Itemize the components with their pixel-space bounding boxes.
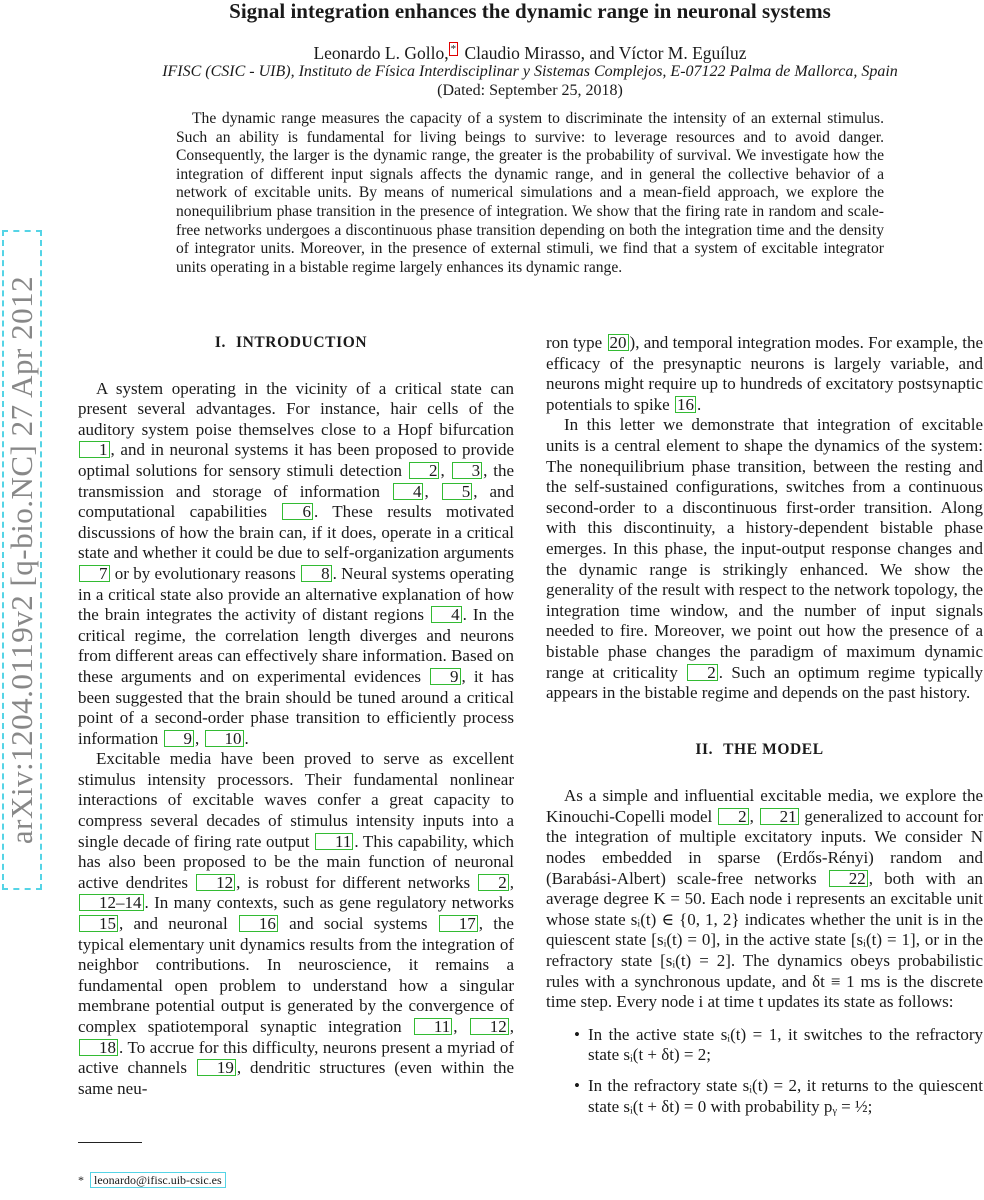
intro-paragraph-2: Excitable media have been proved to serve as excellent stimulus intensity processors. Their fundamental nonlinear interactions of excitable waves confer a great capacity to compress several decades of stimulus intensity inputs into a single decade of firing rate output 11 . This capability, which has also been proposed to be the main function of neuronal active dendrites 12 , is robust for different networks 2 , 12–14 . In many contexts, such as gene regulatory networks 15 , and neuronal 16 and social systems 17 , the typical elementary unit dynamics results from the integration of neighbor contributions. In neuroscience, it remains a fundamental open problem to understand how a singular membrane potential output is generated by the convergence of complex spatiotemporal synaptic integration 11 , 12 , 18 . To accrue for this difficulty, neurons present a myriad of active channels 19 , dendritic structures (even within the same neu- [78,749,515,1098]
update-rules-list [546,1025,983,1117]
abstract: The dynamic range measures the capacity of a system to discriminate the intensity of an external stimulus. Such an ability is fundamental for living beings to survive: to leverage resources and to avoid danger. Consequently, the larger is the dynamic range, the greater is the probability of survival. We investigate how the integration of different input signals affects the dynamic range, and in general the collective behavior of a network of excitable units. By means of numerical simulations and a mean-field approach, we explore the nonequilibrium phase transition in the presence of integration. We show that the firing rate in random and scale-free networks undergoes a discontinuous phase transition depending on both the integration time and the density of integrator units. Moreover, in the presence of external stimuli, we find that a system of excitable integrator units operating in a bistable regime largely enhances its dynamic range. [176,110,884,276]
citation-link[interactable]: 22 [829,870,868,887]
citation-link[interactable]: 3 [452,462,483,479]
citation-link[interactable]: 17 [439,915,478,932]
citation-link[interactable]: 1 [79,441,110,458]
citation-link[interactable]: 6 [282,503,313,520]
citation-link[interactable]: 16 [676,394,694,414]
arxiv-identifier: arXiv:1204.0119v2 [q-bio.NC] 27 Apr 2012 [4,275,39,845]
citation-link[interactable]: 21 [760,808,799,825]
citation-link[interactable]: 16 [239,915,278,932]
citation-link[interactable]: 4 [431,606,462,623]
citation-link[interactable]: 7 [79,565,110,582]
affiliation: IFISC (CSIC - UIB), Instituto de Física Interdisciplinar y Sistemas Complejos, E-07122 Palma de Mallorca, Spain [162,63,898,80]
email-link[interactable]: leonardo@ifisc.uib-csic.es [90,1172,226,1188]
citation-link[interactable]: 2 [478,874,509,891]
citation-link[interactable]: 9 [430,668,461,685]
author-gollo: Leonardo L. Gollo, [313,42,449,63]
citation-link[interactable]: 11 [414,1018,452,1035]
citation-link[interactable]: 19 [197,1059,236,1076]
citation-link[interactable]: 20 [609,333,627,352]
citation-link[interactable]: 2 [687,664,718,681]
citation-link[interactable]: 10 [205,730,244,747]
paper-title: Signal integration enhances the dynamic range in neuronal systems [229,0,831,23]
left-column [78,333,514,1099]
model-paragraph-1: As a simple and influential excitable media, we explore the Kinouchi-Copelli model 2 , 21 generalized to account for the integration of multiple excitatory inputs. We consider N nodes embedded in sparse (Erdős-Rényi) random and (Barabási-Albert) scale-free networks 22 , both with an average degree K = 50. Each node i represents an excitable unit whose state sᵢ(t) ∈ {0, 1, 2} indicates whether the unit is in the quiescent state [sᵢ(t) = 0], in the active state [sᵢ(t) = 1], or in the refractory state [sᵢ(t) = 2]. The dynamics obeys probabilistic rules with a synchronous update, and δt ≡ 1 ms is the discrete time step. Every node i at time t updates its state as follows: [546,786,984,1012]
intro-paragraph-3: ron type 20 ), and temporal integration modes. For example, the efficacy of the presynaptic neurons is largely variable, and neurons might require up to hundreds of excitatory postsynaptic potentials to spike 16 . [546,333,983,414]
citation-link[interactable]: 4 [393,483,424,500]
citation-link[interactable]: 8 [301,565,332,582]
citation-link[interactable]: 12 [196,874,235,891]
list-item: • In the active state sᵢ(t) = 1, it switches to the refractory state sᵢ(t + δt) = 2; [546,1025,983,1066]
list-item: • In the refractory state sᵢ(t) = 2, it returns to the quiescent state sᵢ(t + δt) = 0 with probability pᵧ = ½; [546,1076,983,1117]
citation-link[interactable]: 2 [409,462,440,479]
footnote-link[interactable]: * [450,43,457,55]
citation-link[interactable]: 12–14 [79,894,144,911]
citation-link[interactable]: 11 [315,833,353,850]
author-others: Claudio Mirasso, and Víctor M. Eguíluz [460,42,747,63]
citation-link[interactable]: 15 [79,915,118,932]
citation-link[interactable]: 9 [164,730,195,747]
section-heading-introduction: I. INTRODUCTION [214,334,368,351]
author-list [0,42,984,64]
citation-link[interactable]: 12 [470,1018,509,1035]
footnote-rule [78,1142,142,1143]
intro-paragraph-1: A system operating in the vicinity of a critical state can present several advantages. For instance, hair cells of the auditory system poise themselves close to a Hopf bifurcation 1 , and in neuronal systems it has been proposed to provide optimal solutions for sensory stimuli detection 2 , 3 , the transmission and storage of information 4 , 5 , and computational capabilities 6 . These results motivated discussions of how the brain can, if it does, operate in a critical state and whether it could be due to self-organization arguments 7 or by evolutionary reasons 8 . Neural systems operating in a critical state also provide an alternative explanation of how the brain integrates the activity of distant regions 4 . In the critical regime, the correlation length diverges and neurons from different areas can effectively share information. Based on these arguments and on experimental evidences 9 , it has been suggested that the brain should be tuned around a critical point of a second-order phase transition to efficiently process information 9 , 10 . [78,378,515,748]
date-line: (Dated: September 25, 2018) [437,82,623,99]
citation-link[interactable]: 5 [442,483,473,500]
intro-paragraph-4: In this letter we demonstrate that integration of excitable units is a central element to shape the dynamics of the system: The nonequilibrium phase transition, between the resting and the self-sustained configurations, switches from a continuous second-order to a discontinuous first-order transition. Along with this discontinuity, a history-dependent bistable phase emerges. In this phase, the input-output response changes and the dynamic range is strikingly enhanced. We show the generality of the result with respect to the network topology, the integration time window, and the number of input signals needed to fire. Moreover, we point out how the presence of a bistable phase changes the paradigm of maximum dynamic range at criticality 2 . Such an optimum regime typically appears in the bistable regime and depends on the past history. [546,415,983,703]
footnote: * leonardo@ifisc.uib-csic.es [78,1173,226,1188]
citation-link[interactable]: 18 [79,1039,118,1056]
section-heading-model: II. THE MODEL [695,740,824,758]
citation-link[interactable]: 2 [718,808,749,825]
right-column [546,333,983,1127]
